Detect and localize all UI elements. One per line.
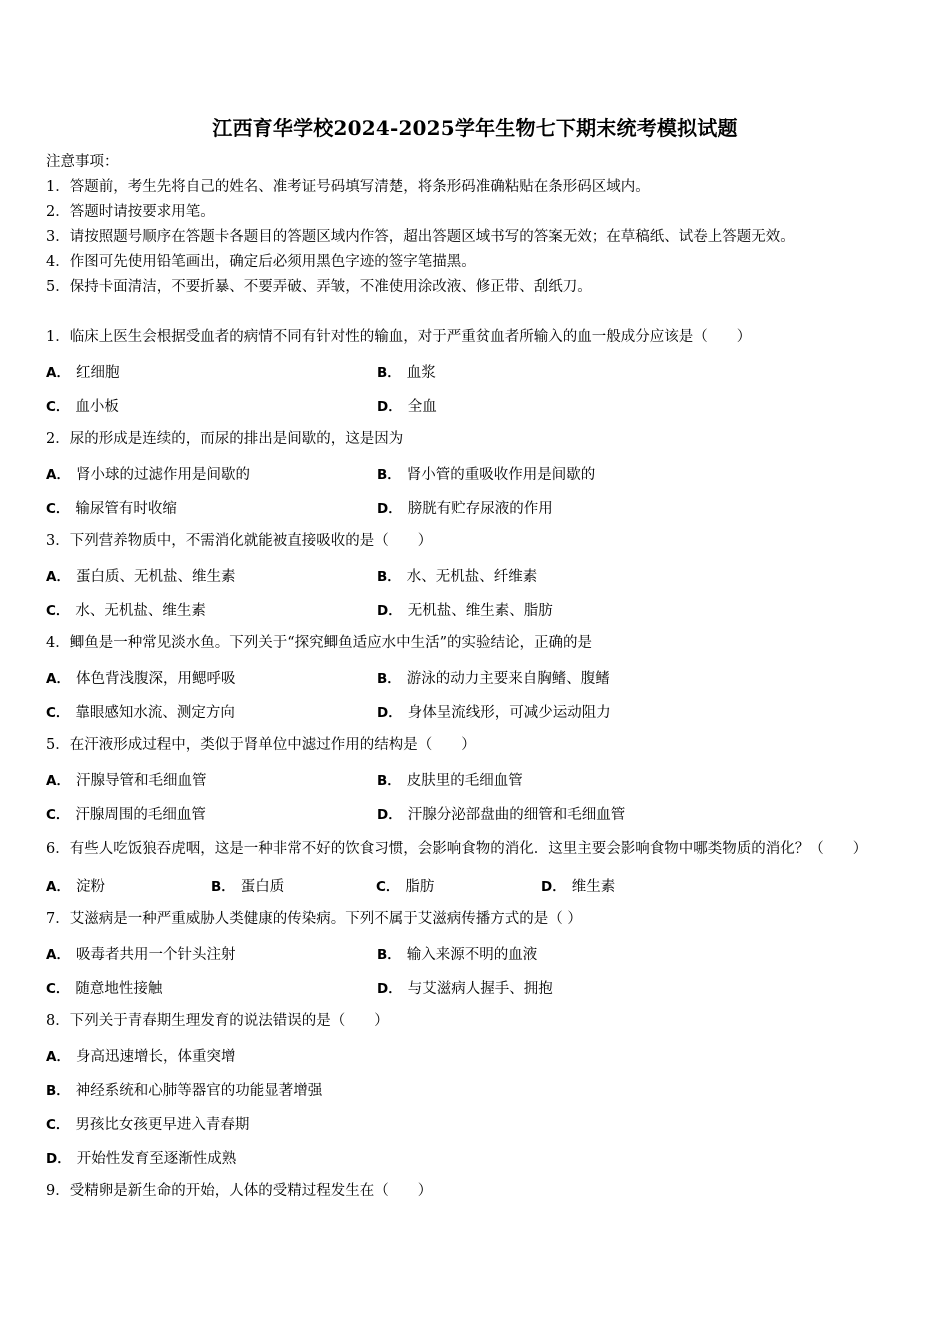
option-a [46, 565, 377, 586]
option-d [377, 497, 708, 518]
option-text: 身体呈流线形，可减少运动阻力 [407, 704, 611, 721]
question-3-options-row [46, 558, 906, 592]
option-text: 血浆 [406, 364, 436, 381]
option-text: 神经系统和心肺等器官的功能显著增强 [75, 1082, 323, 1099]
option-b [377, 463, 708, 484]
option-b [377, 769, 708, 790]
option-a [46, 943, 377, 964]
notice-item: 1．答题前，考生先将自己的姓名、准考证号码填写清楚，将条形码准确粘贴在条形码区域内。 [46, 179, 650, 195]
option-letter: D． [541, 878, 566, 895]
question-8-option-row [46, 1072, 906, 1106]
option-letter: A． [46, 946, 70, 963]
option-text: 输入来源不明的血液 [406, 946, 538, 963]
option-text: 淀粉 [75, 878, 105, 895]
option-letter: B． [377, 946, 401, 963]
option-text: 水、无机盐、纤维素 [406, 568, 538, 585]
option-letter: B． [377, 772, 401, 789]
option-letter: D． [377, 398, 402, 415]
option-letter: D． [377, 980, 402, 997]
question-list [46, 320, 906, 1208]
question-4-options-row [46, 694, 906, 728]
question-5-options-row [46, 796, 906, 830]
question-1-stem: 1．临床上医生会根据受血者的病情不同有针对性的输血，对于严重贫血者所输入的血一般成分应该是（ ） [46, 329, 752, 345]
option-text: 与艾滋病人握手、拥抱 [407, 980, 553, 997]
option-text: 膀胱有贮存尿液的作用 [407, 500, 553, 517]
option-letter: B． [377, 466, 401, 483]
option-letter: D． [377, 602, 402, 619]
option-text: 开始性发育至逐渐性成熟 [76, 1150, 237, 1167]
option-d [541, 875, 706, 896]
option-text: 体色背浅腹深，用鳃呼吸 [75, 670, 236, 687]
option-letter: A． [46, 1048, 70, 1065]
question-9-stem: 9．受精卵是新生命的开始，人体的受精过程发生在（ ） [46, 1183, 433, 1199]
option-d [46, 1147, 236, 1168]
option-letter: A． [46, 364, 70, 381]
option-letter: C． [46, 806, 70, 823]
option-text: 随意地性接触 [75, 980, 163, 997]
option-text: 全血 [407, 398, 437, 415]
option-letter: A． [46, 466, 70, 483]
notice-item: 4．作图可先使用铅笔画出，确定后必须用黑色字迹的签字笔描黑。 [46, 254, 476, 270]
option-letter: A． [46, 670, 70, 687]
option-a [46, 361, 377, 382]
question-6-options-row [46, 868, 906, 902]
option-a [46, 875, 211, 896]
notice-section [46, 150, 926, 300]
question-8-option-row [46, 1140, 906, 1174]
question-5-options-row [46, 762, 906, 796]
option-b [377, 943, 708, 964]
option-d [377, 599, 708, 620]
option-text: 靠眼感知水流、测定方向 [75, 704, 235, 721]
question-7-options-row [46, 970, 906, 1004]
option-letter: A． [46, 772, 70, 789]
option-text: 汗腺导管和毛细血管 [75, 772, 207, 789]
option-text: 蛋白质 [240, 878, 285, 895]
option-text: 脂肪 [405, 878, 435, 895]
question-3-options-row [46, 592, 906, 626]
question-7-options-row [46, 936, 906, 970]
question-8-stem: 8．下列关于青春期生理发育的说法错误的是（ ） [46, 1013, 389, 1029]
option-letter: B． [377, 670, 401, 687]
question-1-options-row [46, 388, 906, 422]
option-letter: A． [46, 878, 70, 895]
option-letter: C． [46, 500, 70, 517]
question-8-option-row [46, 1038, 906, 1072]
option-text: 蛋白质、无机盐、维生素 [75, 568, 236, 585]
option-letter: B． [377, 568, 401, 585]
option-d [377, 803, 708, 824]
option-text: 男孩比女孩更早进入青春期 [75, 1116, 250, 1133]
question-1-options-row [46, 354, 906, 388]
option-letter: B． [377, 364, 401, 381]
option-letter: B． [46, 1082, 70, 1099]
option-letter: B． [211, 878, 235, 895]
option-a [46, 769, 377, 790]
option-c [46, 497, 377, 518]
option-a [46, 667, 377, 688]
option-c [46, 977, 377, 998]
page-title: 江西育华学校2024-2025学年生物七下期末统考模拟试题 [212, 116, 738, 140]
option-b [211, 875, 376, 896]
option-d [377, 977, 708, 998]
option-c [46, 395, 377, 416]
question-2-stem: 2．尿的形成是连续的，而尿的排出是间歇的，这是因为 [46, 431, 404, 447]
question-8-option-row [46, 1106, 906, 1140]
option-c [376, 875, 541, 896]
option-text: 汗腺分泌部盘曲的细管和毛细血管 [407, 806, 626, 823]
option-c [46, 803, 377, 824]
option-letter: C． [46, 980, 70, 997]
option-b [377, 565, 708, 586]
option-a [46, 1045, 235, 1066]
question-3-stem: 3．下列营养物质中，不需消化就能被直接吸收的是（ ） [46, 533, 433, 549]
option-d [377, 395, 708, 416]
option-letter: D． [46, 1150, 71, 1167]
notice-item: 5．保持卡面清洁，不要折暴、不要弄破、弄皱，不准使用涂改液、修正带、刮纸刀。 [46, 279, 592, 295]
question-2-options-row [46, 456, 906, 490]
option-c [46, 599, 377, 620]
question-4-stem: 4．鲫鱼是一种常见淡水鱼。下列关于“探究鲫鱼适应水中生活”的实验结论，正确的是 [46, 635, 593, 651]
notice-item: 2．答题时请按要求用笔。 [46, 204, 215, 220]
option-text: 身高迅速增长，体重突增 [75, 1048, 236, 1065]
option-letter: D． [377, 704, 402, 721]
question-5-stem: 5．在汗液形成过程中，类似于肾单位中滤过作用的结构是（ ） [46, 737, 476, 753]
notice-item: 3．请按照题号顺序在答题卡各题目的答题区域内作答，超出答题区域书写的答案无效；在草稿纸、试卷上答题无效。 [46, 229, 795, 245]
option-text: 汗腺周围的毛细血管 [75, 806, 206, 823]
option-a [46, 463, 377, 484]
option-text: 无机盐、维生素、脂肪 [407, 602, 553, 619]
option-b [377, 667, 708, 688]
option-text: 游泳的动力主要来自胸鳍、腹鳍 [406, 670, 610, 687]
option-text: 输尿管有时收缩 [75, 500, 177, 517]
option-letter: D． [377, 500, 402, 517]
option-letter: D． [377, 806, 402, 823]
option-letter: C． [46, 704, 70, 721]
notice-heading: 注意事项： [46, 154, 119, 170]
option-text: 红细胞 [75, 364, 120, 381]
option-text: 吸毒者共用一个针头注射 [75, 946, 236, 963]
question-2-options-row [46, 490, 906, 524]
option-c [46, 1113, 249, 1134]
option-text: 维生素 [571, 878, 616, 895]
option-letter: C． [46, 602, 70, 619]
option-letter: C． [46, 398, 70, 415]
option-text: 肾小球的过滤作用是间歇的 [75, 466, 250, 483]
option-b [377, 361, 708, 382]
option-b [46, 1079, 322, 1100]
question-7-stem: 7．艾滋病是一种严重威胁人类健康的传染病。下列不属于艾滋病传播方式的是（ ） [46, 911, 582, 927]
option-letter: C． [376, 878, 400, 895]
option-text: 血小板 [75, 398, 119, 415]
option-d [377, 701, 708, 722]
option-letter: C． [46, 1116, 70, 1133]
option-c [46, 701, 377, 722]
option-text: 肾小管的重吸收作用是间歇的 [406, 466, 596, 483]
question-4-options-row [46, 660, 906, 694]
option-letter: A． [46, 568, 70, 585]
option-text: 水、无机盐、维生素 [75, 602, 206, 619]
question-6-stem: 6．有些人吃饭狼吞虎咽，这是一种非常不好的饮食习惯，会影响食物的消化．这里主要会影响食物中哪类物质的消化？（ ） [46, 841, 868, 857]
option-text: 皮肤里的毛细血管 [406, 772, 523, 789]
